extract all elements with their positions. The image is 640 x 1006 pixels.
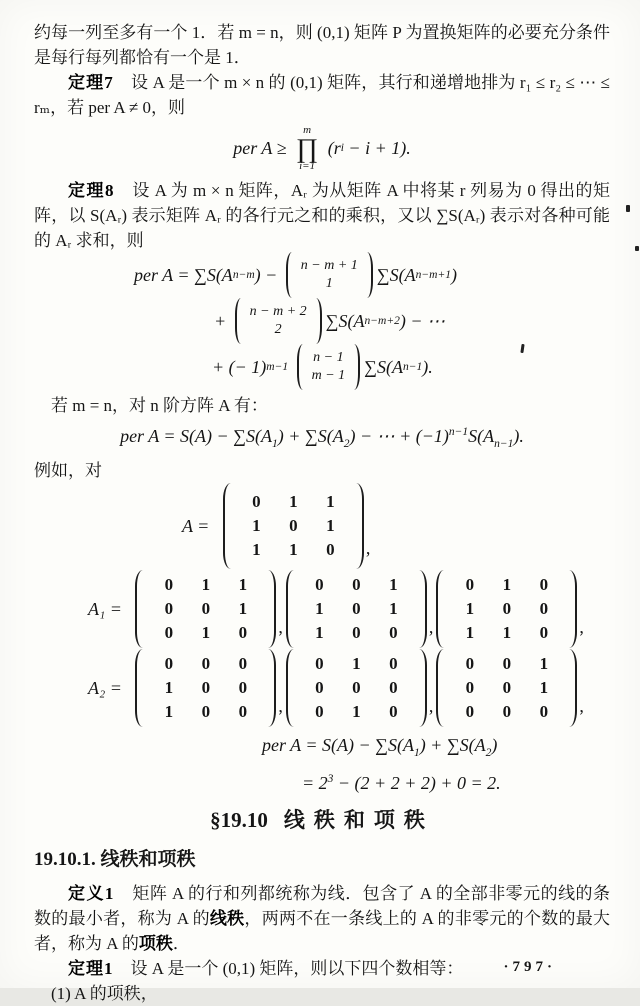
definition1-label: 定义1 [68,884,115,903]
matrix-row [451,621,562,645]
matrix-row [238,514,349,538]
formula-text: ) [450,265,457,285]
page-number: ·797· [503,959,556,975]
matrix-a2-item1 [135,649,276,727]
formula-text: per A = S(A) − ∑S(A [120,426,272,446]
matrix-a2-line [88,649,610,727]
matrix-cell: 1 [326,516,335,535]
matrix-a1-item1 [135,570,276,648]
matrix-cell: 1 [252,540,261,559]
matrix-a2-item2 [286,649,427,727]
binomial-stack [296,257,363,293]
matrix-cell: 0 [164,654,174,673]
square-case-line: 若 m = n，对 n 阶方阵 A 有： [51,396,268,415]
matrix-row [150,621,261,645]
formula-text: − i + 1). [343,138,411,158]
matrix-row [451,700,562,724]
matrix-cell: 0 [201,678,211,697]
matrix-cell: 0 [352,623,361,642]
matrix-cell: 1 [539,654,549,673]
formula-subscript: 2 [485,747,492,759]
theorem8-text: 设 A 为 m × n 矩阵，Aᵣ 为从矩阵 A 中将某 r 列易为 0 得出的矩阵，以 S(Aᵣ) 表示矩阵 Aᵣ 的各行元之和的乘积，又以 ∑S(Aᵣ) 表示对各种可能的 Aᵣ 求和，则 [34,181,611,250]
matrix-cell: 0 [201,702,211,721]
matrix-row [301,621,412,645]
section-number: §19.10 [210,808,268,832]
matrix-cell: 0 [539,599,549,618]
matrix-grid [148,570,263,648]
matrix-cell: 0 [352,575,361,594]
left-paren [286,649,299,727]
matrix-cell: 0 [352,678,361,697]
binomial-coefficient [297,344,361,390]
matrix-cell: 0 [389,654,398,673]
matrix-cell: 0 [164,575,174,594]
matrix-cell: 1 [252,516,261,535]
formula-subscript: 2 [343,438,350,450]
formula-text: ) − ⋯ + (−1) [349,426,449,446]
matrix-a2-label: A₂ = [88,677,127,698]
matrix-cell: 1 [502,575,512,594]
matrix-cell: 0 [201,599,211,618]
right-paren [312,298,322,344]
matrix-separator: , [278,617,283,637]
matrix-cell: 1 [465,599,475,618]
matrix-a1-item2 [286,570,427,648]
matrix-cell: 1 [315,599,324,618]
matrix-cell: 0 [315,702,324,721]
matrix-row [451,597,562,621]
matrix-cell: 1 [352,702,361,721]
matrix-row [238,538,349,562]
matrix-cell: 0 [539,702,549,721]
matrix-cell: 0 [252,492,261,511]
theorem7-paragraph [34,70,610,120]
left-paren [235,298,245,344]
formula-superscript: m−1 [266,361,289,373]
binomial-stack [245,303,312,339]
matrix-cell: 0 [539,623,549,642]
matrix-cell: 1 [326,492,335,511]
matrix-a1-line [88,570,610,648]
expansion-formula-line3 [34,345,610,389]
binomial-bottom: 2 [274,322,282,337]
matrix-cell: 1 [389,599,398,618]
matrix-separator: , [579,696,584,716]
square-case-formula [34,420,610,456]
matrix-cell: 0 [465,575,475,594]
matrix-cell: 1 [164,702,174,721]
formula-text: ∑S(A [376,265,416,285]
subsection-heading: 19.10.1. 线秩和项秩 [34,849,196,870]
formula-superscript: 3 [327,773,334,785]
formula-text: ∑S(A [325,311,365,331]
matrix-a2-item3 [436,649,577,727]
section-heading [34,805,610,835]
scan-speck [626,205,630,212]
theorem7-label: 定理7 [68,73,114,92]
formula-text [288,355,293,379]
formula-subscript: n−m+1 [415,269,451,281]
matrix-a1-item3 [436,570,577,648]
matrix-cell: 0 [238,702,248,721]
product-symbol: ∏ [295,132,319,163]
matrix-cell: 0 [315,678,324,697]
left-paren [286,570,299,648]
formula-text: (r [323,138,341,158]
formula-text: ). [513,426,524,446]
matrix-cell: 0 [164,599,174,618]
formula-text: + [214,311,231,331]
matrix-separator: , [579,617,584,637]
matrix-cell: 1 [289,492,298,511]
matrix-row [238,490,349,514]
matrix-cell: 0 [164,623,174,642]
matrix-grid [236,483,351,569]
left-paren [297,344,307,390]
definition1-term-term-rank: 项秩 [138,934,173,953]
formula-subscript: 1 [272,438,278,450]
left-paren [436,570,449,648]
left-paren [223,483,236,569]
formula-subscript: n−1 [403,361,423,373]
right-paren [263,649,276,727]
matrix-cell: 1 [238,575,248,594]
matrix-row [150,652,261,676]
binomial-top: n − m + 2 [249,304,307,319]
product-upper-limit: m [303,123,312,136]
matrix-cell: 0 [502,678,512,697]
formula-text: ) + ∑S(A [277,426,344,446]
left-paren [135,649,148,727]
expansion-formula-line1 [34,253,610,297]
binomial-coefficient [235,298,322,344]
right-paren [564,570,577,648]
matrix-cell: 1 [238,599,248,618]
matrix-cell: 0 [201,654,211,673]
matrix-grid [299,570,414,648]
formula-text: = 2 [302,773,328,793]
matrix-cell: 1 [289,540,298,559]
left-paren [436,649,449,727]
formula-text: − (2 + 2 + 2) + 0 = 2. [333,773,501,793]
evaluation-formula-line1 [34,733,610,765]
theorem8-label: 定理8 [68,181,115,200]
matrix-cell: 0 [315,575,324,594]
formula-subscript: 1 [413,747,420,759]
matrix-separator: , [428,617,434,637]
matrix-row [150,676,261,700]
matrix-a-label: A = [182,515,214,536]
formula-text: ) − ⋯ [399,311,445,331]
matrix-cell: 1 [465,623,475,642]
matrix-separator: , [428,696,434,716]
product-lower-limit: i=1 [299,159,316,172]
matrix-cell: 0 [502,702,512,721]
binomial-top: n − 1 [313,350,344,365]
right-paren [350,344,360,390]
matrix-row [451,573,562,597]
definition1-text: ． [172,934,190,953]
matrix-a-line [182,483,610,569]
matrix-cell: 1 [201,623,211,642]
matrix-row [150,573,261,597]
matrix-cell: 0 [502,599,512,618]
right-paren [414,570,427,648]
matrix-cell: 0 [326,540,335,559]
matrix-cell: 0 [289,516,298,535]
formula-text: per A ≥ [233,138,291,158]
binomial-coefficient [286,252,373,298]
theorem1-text: 设 A 是一个 (0,1) 矩阵，则以下四个数相等： [113,959,464,978]
formula-superscript: n−1 [448,426,469,438]
matrix-row [301,700,412,724]
theorem7-formula [34,122,610,174]
matrix-cell: 1 [502,623,512,642]
left-paren [135,570,148,648]
binomial-bottom: 1 [325,276,333,291]
definition1-paragraph [34,881,610,956]
matrix-row [301,597,412,621]
matrix-a1-label: A₁ = [88,598,127,619]
formula-text: ) [491,735,498,755]
formula-text: ∑S(A [364,357,403,377]
matrix-cell: 0 [389,702,398,721]
evaluation-formula-line2 [34,767,610,795]
matrix-row [150,700,261,724]
theorem8-paragraph [34,178,610,253]
matrix-row [301,652,412,676]
formula-text: per A = ∑S(A [134,265,233,285]
matrix-cell: 0 [502,654,512,673]
matrix-cell: 1 [315,623,324,642]
right-paren [263,570,276,648]
matrix-row [150,597,261,621]
matrix-row [451,652,562,676]
binomial-stack [307,349,351,385]
theorem7-text: 设 A 是一个 m × n 的 (0,1) 矩阵，其行和递增地排为 r₁ ≤ r₂ ≤ ⋯ ≤ rₘ，若 per A ≠ 0，则 [34,73,611,117]
matrix-cell: 0 [238,623,248,642]
example-lead: 例如，对 [34,461,102,480]
matrix-cell: 0 [465,654,475,673]
right-paren [564,649,577,727]
matrix-cell: 0 [389,623,398,642]
left-paren [286,252,296,298]
section-title: 线秩和项秩 [283,808,434,832]
matrix-cell: 1 [352,654,361,673]
formula-subscript: n−m+2 [364,315,400,327]
matrix-separator: , [278,696,283,716]
binomial-bottom: m − 1 [311,368,346,383]
expansion-formula-line2 [34,299,610,343]
matrix-cell: 1 [389,575,398,594]
matrix-grid [148,649,263,727]
matrix-grid [299,649,414,727]
matrix-cell: 0 [315,654,324,673]
formula-subscript: i [340,142,344,154]
matrix-row [301,676,412,700]
formula-text: + (− 1) [212,357,267,377]
matrix-grid [449,570,564,648]
formula-text: ) − [254,265,282,285]
formula-text: ) + ∑S(A [419,735,486,755]
formula-text: ). [422,357,433,377]
intro-paragraph: 约每一列至多有一个 1．若 m = n，则 (0,1) 矩阵 P 为置换矩阵的必要充分条件是每行每列都恰有一个是 1． [34,23,610,67]
right-paren [363,252,373,298]
formula-subscript: n−1 [494,438,514,450]
matrix-a [223,483,364,569]
scan-speck [635,246,639,251]
matrix-separator: , [365,538,371,558]
binomial-top: n − m + 1 [300,258,358,273]
matrix-cell: 0 [539,575,549,594]
matrix-row [301,573,412,597]
right-paren [414,649,427,727]
right-paren [351,483,364,569]
matrix-cell: 1 [539,678,549,697]
definition1-text: 矩阵 A 的行和列都统称为线．包含了 A 的全部非零元的线的条数的最小者，称为 A 的 [34,884,611,928]
matrix-cell: 0 [465,678,475,697]
matrix-row [451,676,562,700]
formula-text: per A = S(A) − ∑S(A [262,735,414,755]
theorem1-label: 定理1 [68,959,114,978]
matrix-cell: 1 [164,678,174,697]
formula-subscript: n−m [232,269,255,281]
matrix-cell: 0 [238,678,248,697]
matrix-cell: 0 [238,654,248,673]
matrix-cell: 1 [201,575,211,594]
matrix-cell: 0 [352,599,361,618]
matrix-grid [449,649,564,727]
definition1-text: ，两两不在一条线上的 A 的非零元的个数的最大者，称为 A 的 [34,909,611,953]
list-item-1: (1) A 的项秩， [51,984,158,1003]
matrix-cell: 0 [389,678,398,697]
formula-text: S(A [468,426,495,446]
definition1-term-line-rank: 线秩 [209,909,245,928]
product-operator [296,125,318,172]
matrix-cell: 0 [465,702,475,721]
